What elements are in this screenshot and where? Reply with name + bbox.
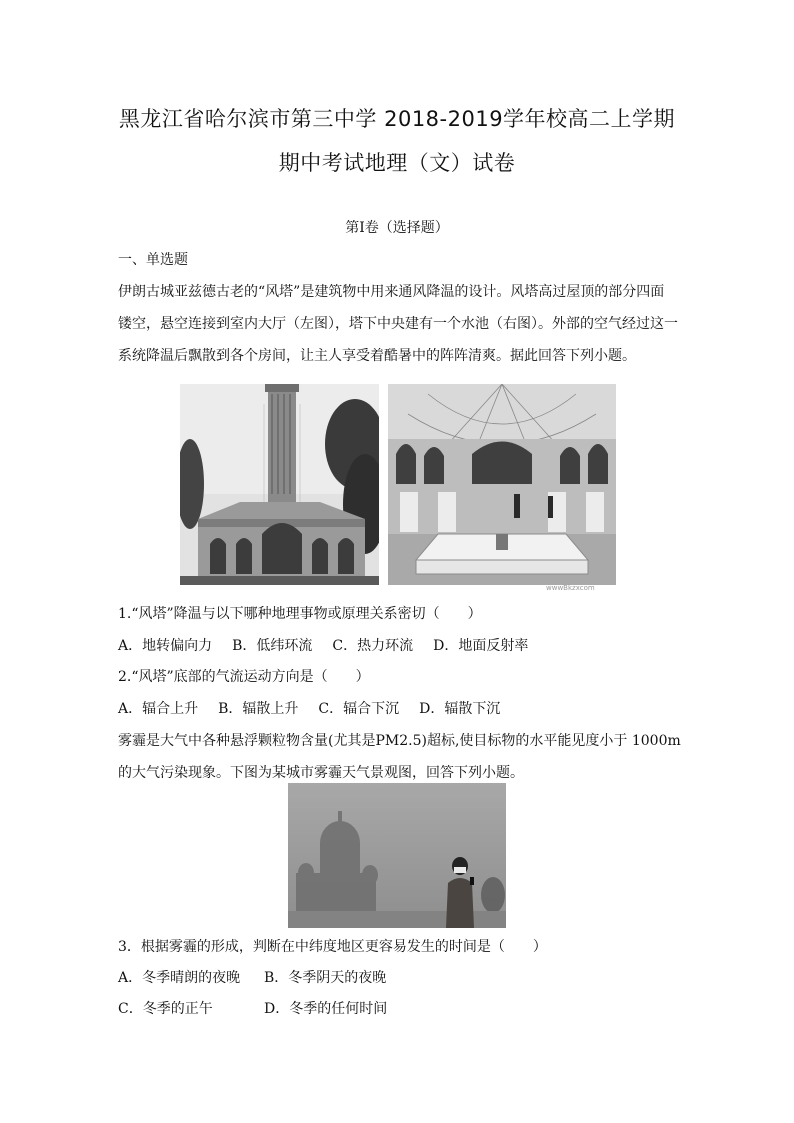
exam-title-line2: 期中考试地理（文）试卷 bbox=[278, 151, 516, 175]
q2-options bbox=[118, 698, 500, 718]
q3-option-b: B．冬季阴天的夜晚 bbox=[264, 970, 387, 986]
q2-option-d: D．辐散下沉 bbox=[419, 701, 501, 717]
foggy-city-photo bbox=[288, 783, 506, 928]
q1-option-c: C．热力环流 bbox=[332, 638, 414, 654]
wind-tower-exterior-photo bbox=[180, 384, 379, 585]
image-watermark: wwwBkzxcom bbox=[546, 584, 595, 592]
q2-stem: 2.“风塔”底部的气流运动方向是（ ） bbox=[118, 669, 370, 685]
passage1-line: 镂空，悬空连接到室内大厅（左图），塔下中央建有一个水池（右图）。外部的空气经过这一 bbox=[118, 316, 678, 332]
q3-options-row2 bbox=[118, 998, 387, 1018]
q1-stem: 1.“风塔”降温与以下哪种地理事物或原理关系密切（ ） bbox=[118, 606, 482, 622]
hall-interior-pool-photo bbox=[388, 384, 616, 585]
q3-stem: 3．根据雾霾的形成，判断在中纬度地区更容易发生的时间是（ ） bbox=[118, 939, 547, 955]
passage2-line: 雾霾是大气中各种悬浮颗粒物含量(尤其是PM2.5)超标,使目标物的水平能见度小于 1000m bbox=[118, 733, 681, 749]
q1-option-a: A．地转偏向力 bbox=[118, 638, 213, 654]
q3-option-a: A．冬季晴朗的夜晚 bbox=[118, 970, 241, 986]
q1-option-d: D．地面反射率 bbox=[433, 638, 529, 654]
q1-option-b: B．低纬环流 bbox=[232, 638, 313, 654]
passage1-line: 伊朗古城亚兹德古老的“风塔”是建筑物中用来通风降温的设计。风塔高过屋顶的部分四面 bbox=[118, 284, 665, 300]
passage2-line: 的大气污染现象。下图为某城市雾霾天气景观图，回答下列小题。 bbox=[118, 765, 524, 781]
q3-options-row1 bbox=[118, 967, 386, 987]
q1-options bbox=[118, 635, 528, 655]
passage1-line: 系统降温后飘散到各个房间，让主人享受着酷暑中的阵阵清爽。据此回答下列小题。 bbox=[118, 348, 636, 364]
q2-option-a: A．辐合上升 bbox=[118, 701, 199, 717]
exam-title-line1: 黑龙江省哈尔滨市第三中学 2018-2019学年校高二上学期 bbox=[118, 107, 676, 131]
q2-option-b: B．辐散上升 bbox=[218, 701, 299, 717]
q2-option-c: C．辐合下沉 bbox=[318, 701, 400, 717]
part-heading: 一、单选题 bbox=[118, 252, 188, 268]
section-heading: 第Ⅰ卷（选择题） bbox=[345, 220, 449, 236]
q3-option-c: C．冬季的正午 bbox=[118, 1001, 213, 1017]
q3-option-d: D．冬季的任何时间 bbox=[264, 1001, 388, 1017]
